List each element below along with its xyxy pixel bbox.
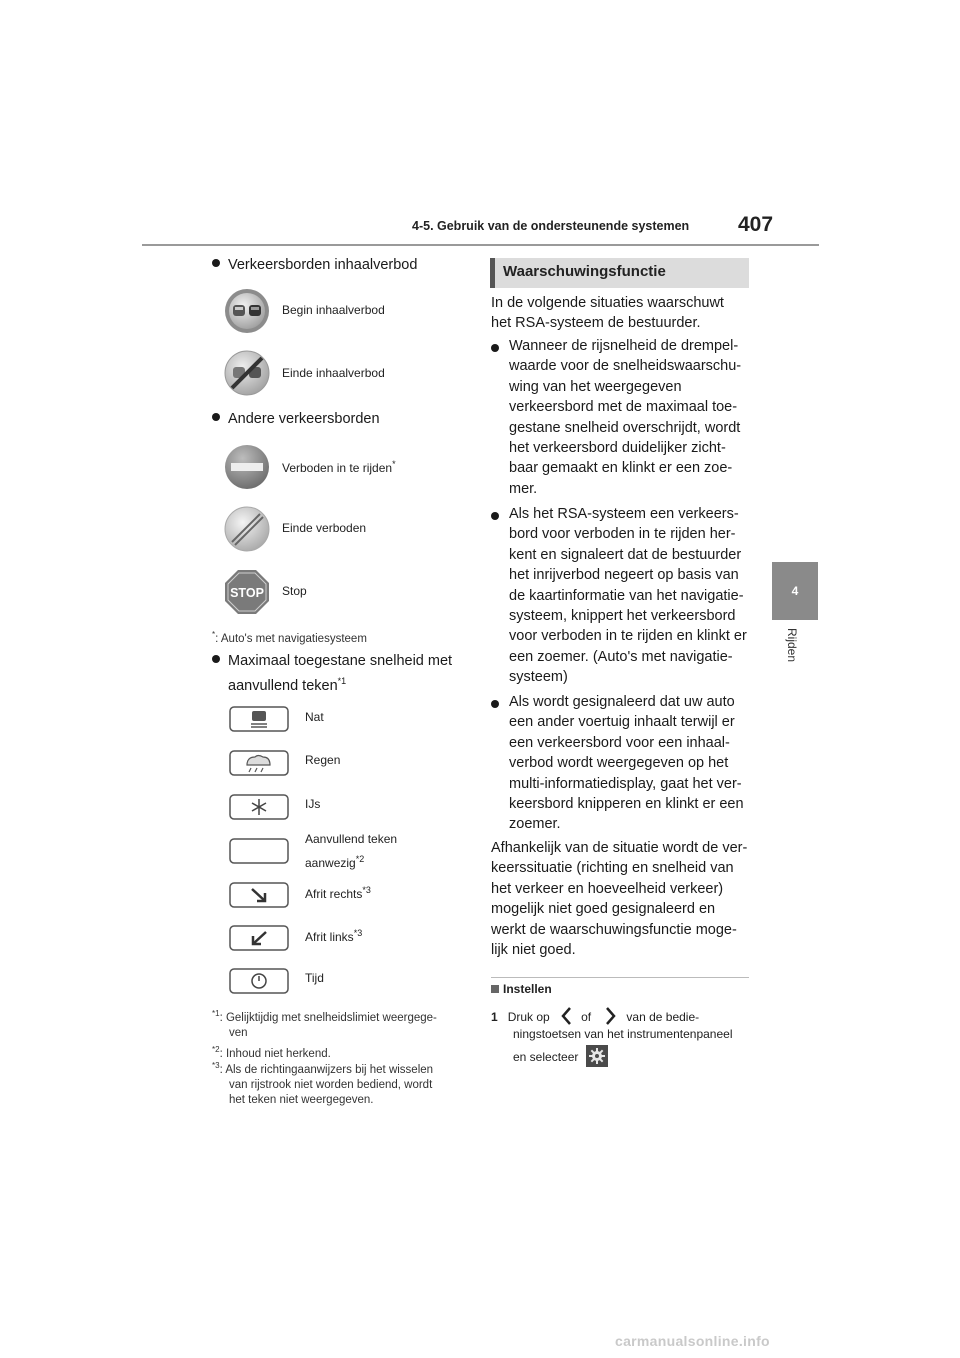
clock-icon (229, 968, 289, 994)
setup-step: 1 Druk op of van de bedie- (491, 1006, 699, 1027)
end-restriction-sign-icon (224, 506, 270, 552)
gear-icon (586, 1045, 608, 1067)
sign-label: Afrit rechts$^{*3}$ (305, 885, 371, 901)
stop-sign-text: STOP (230, 586, 264, 600)
bullet-text-speed-warning: Wanneer de rijsnelheid de drempel- waarde voor de snelheidswaarschu- wing van het weergegeven verkeersbord met de maximaal toe- gestane snelheid overschrijdt, wordt het verkeersbord duidelijker zicht- baar gemaakt en klinkt er een zoe- mer. (509, 338, 742, 497)
header-divider (142, 244, 819, 246)
group-heading-other-signs: Andere verkeersborden (212, 409, 380, 429)
sign-label: Regen (305, 753, 341, 767)
chapter-tab: 4 (772, 562, 818, 620)
sign-label: IJs (305, 797, 321, 811)
footnote: $^{*2}$: Inhoud niet herkend. (212, 1045, 331, 1060)
footnote: *: Auto's met navigatiesysteem (212, 630, 367, 645)
setup-step-line: en selecteer (513, 1045, 608, 1067)
watermark: carmanualsonline.info (615, 1333, 770, 1349)
chevron-left-icon (559, 1006, 575, 1026)
sign-label: Aanvullend teken aanwezig$^{*2}$ (305, 832, 398, 870)
sign-label: Nat (305, 710, 324, 724)
setup-step-line: ningstoetsen van het instrumentenpaneel (513, 1027, 733, 1041)
intro-paragraph: In de volgende situaties waarschuwt het RSA-systeem de bestuurder. (491, 295, 724, 332)
bullet-icon (212, 655, 220, 663)
subsection-divider (491, 977, 749, 978)
sign-label: Einde verboden (282, 521, 367, 535)
bullet-icon (491, 344, 499, 352)
footnote: $^{*3}$: Als de richtingaanwijzers bij het wisselen van rijstrook niet worden bediend, wordt het teken niet weergegeven. (212, 1061, 434, 1106)
bullet-icon (491, 512, 499, 520)
bullet-icon (212, 259, 220, 267)
no-entry-sign-icon (224, 444, 270, 490)
section-heading: Waarschuwingsfunctie (503, 263, 666, 280)
sign-label: Einde inhaalverbod (282, 366, 385, 380)
page-number: 407 (738, 213, 774, 236)
bullet-text-overtaking-warning: Als wordt gesignaleerd dat uw auto een ander voertuig inhaalt terwijl er een verkeersbord voor een inhaal- verbod wordt weergegeven op het multi-informatiedisplay, gaat het ver- keersbord knipperen en klinkt er een zoemer. (509, 694, 744, 833)
bullet-text-no-entry-warning: Als het RSA-systeem een verkeers- bord voor verboden in te rijden her- kent en signaleert dat de bestuurder het inrijverbod negeert op basis van de kaartinformatie van het navigatie- systeem, knippert het verkeersbord voor verboden in te rijden en klinkt er een zoemer. (Auto's met navigatie- systeem) (509, 506, 747, 686)
footnote: $^{*1}$: Gelijktijdig met snelheidslimiet weergege- ven (212, 1009, 437, 1039)
sign-label: Begin inhaalverbod (282, 303, 385, 317)
no-overtaking-sign-icon (224, 288, 270, 334)
disclaimer-paragraph: Afhankelijk van de situatie wordt de ver- keerssituatie (richting en snelheid van het verkeer en hoeveelheid verkeer) mogelijk niet goed gesignaleerd en werkt de waarschuwingsfunctie moge- lijk niet goed. (491, 840, 748, 959)
bullet-icon (491, 700, 499, 708)
stop-sign-icon (224, 569, 270, 615)
wet-road-sign-icon (229, 706, 289, 732)
exit-right-arrow-icon (229, 882, 289, 908)
section-header: 4-5. Gebruik van de ondersteunende systemen (412, 219, 690, 233)
exit-left-arrow-icon (229, 925, 289, 951)
group-heading-speed-supplementary: Maximaal toegestane snelheid met aanvullend teken$^{*1}$ (212, 651, 452, 696)
rain-sign-icon (229, 750, 289, 776)
subsection-heading: Instellen (491, 982, 552, 996)
chapter-name: Rijden (785, 628, 799, 663)
step-number: 1 (491, 1010, 498, 1024)
end-no-overtaking-sign-icon (224, 350, 270, 396)
square-bullet-icon (491, 985, 499, 993)
bullet-icon (212, 413, 220, 421)
sign-label: Afrit links$^{*3}$ (305, 928, 363, 944)
sign-label: Verboden in te rijden* (282, 459, 396, 475)
group-heading-overtaking: Verkeersborden inhaalverbod (212, 255, 417, 275)
snowflake-icon (229, 794, 289, 820)
sign-label: Tijd (305, 971, 324, 985)
chevron-right-icon (602, 1006, 618, 1026)
sign-label: Stop (282, 584, 307, 598)
blank-supplementary-sign-icon (229, 838, 289, 864)
